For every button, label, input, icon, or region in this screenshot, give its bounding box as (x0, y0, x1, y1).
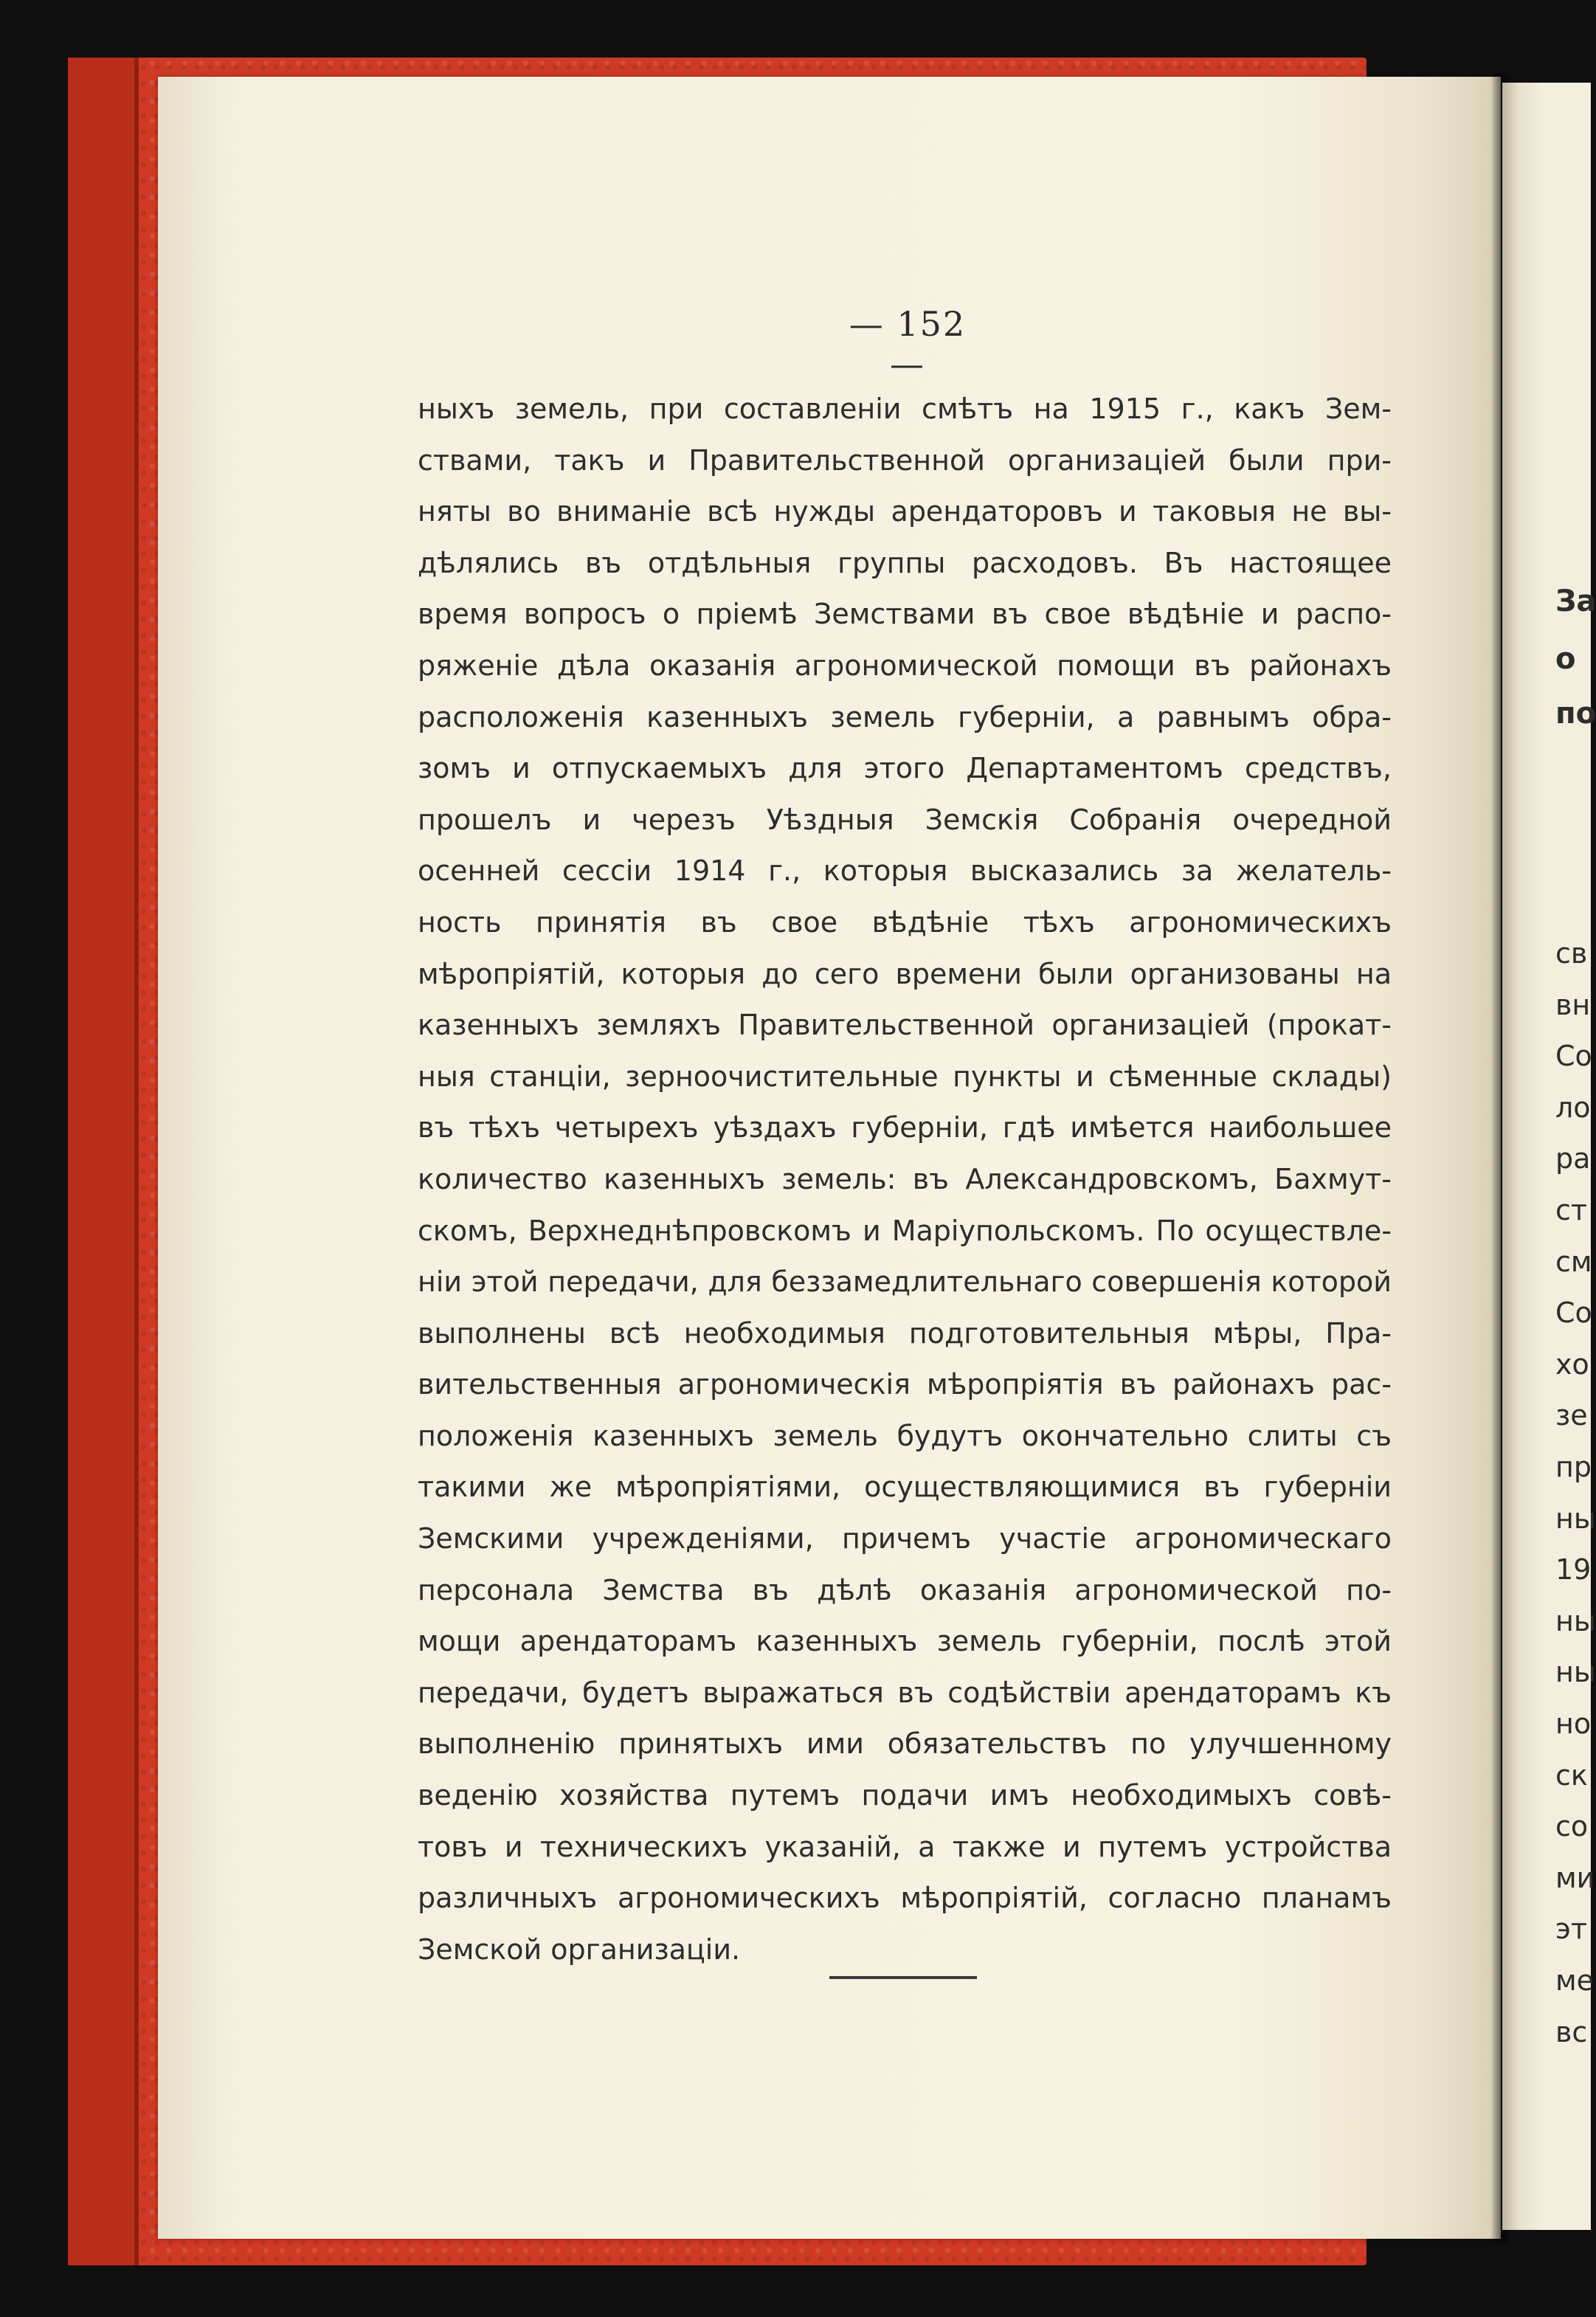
section-divider (829, 1976, 977, 1979)
text-line: осенней сессіи 1914 г., которыя высказались за желатель- (418, 854, 1392, 888)
text-line: веденію хозяйства путемъ подачи имъ необходимыхъ совѣ- (418, 1779, 1392, 1812)
text-line: скомъ, Верхнеднѣпровскомъ и Маріупольскомъ. По осуществле- (418, 1214, 1392, 1247)
next-page-line-fragment: ло (1555, 1091, 1591, 1124)
text-line: различныхъ агрономическихъ мѣропріятій, согласно планамъ (418, 1882, 1392, 1915)
next-page-line-fragment: но (1555, 1707, 1592, 1740)
text-line: въ тѣхъ четырехъ уѣздахъ губерніи, гдѣ имѣется наибольшее (418, 1111, 1392, 1144)
text-line: вительственныя агрономическія мѣропріятія въ районахъ рас- (418, 1368, 1392, 1401)
next-page-line-fragment: Со (1555, 1296, 1592, 1330)
text-line: выполнены всѣ необходимыя подготовительныя мѣры, Пра- (418, 1316, 1392, 1350)
text-line: товъ и техническихъ указаній, а также и путемъ устройства (418, 1830, 1392, 1863)
next-page-heading-fragment: За (1555, 584, 1596, 618)
next-page-line-fragment: ме (1555, 1964, 1595, 1997)
text-line: выполненію принятыхъ ими обязательствъ по улучшенному (418, 1727, 1392, 1761)
text-line: прошелъ и черезъ Уѣздныя Земскія Собранія очередной (418, 803, 1392, 836)
text-line: передачи, будетъ выражаться въ содѣйствіи арендаторамъ къ (418, 1676, 1392, 1709)
next-page-line-fragment: эт (1555, 1913, 1587, 1946)
next-page-heading-fragment: о (1555, 642, 1576, 676)
text-line: ныхъ земель, при составленіи смѣтъ на 1915 г., какъ Зем- (418, 393, 1392, 425)
next-page-line-fragment: ра (1555, 1142, 1591, 1175)
next-page-line-fragment: ск (1555, 1758, 1588, 1792)
text-line: мощи арендаторамъ казенныхъ земель губерніи, послѣ этой (418, 1625, 1392, 1658)
next-page-line-fragment: ми (1555, 1861, 1595, 1894)
next-page-line-fragment: ны (1555, 1604, 1596, 1637)
text-line: такими же мѣропріятіями, осуществляющимися въ губерніи (418, 1471, 1392, 1504)
text-line: ныя станціи, зерноочистительные пункты и сѣменные склады) (418, 1060, 1392, 1093)
next-page-line-fragment: ны (1555, 1656, 1596, 1689)
text-line: ствами, такъ и Правительственной организаціей были при- (418, 443, 1392, 477)
text-line: расположенія казенныхъ земель губерніи, а равнымъ обра- (418, 700, 1392, 733)
text-line: мѣропріятій, которыя до сего времени были организованы на (418, 957, 1392, 990)
next-page-line-fragment: ст (1555, 1194, 1588, 1226)
text-line: ность принятія въ свое вѣдѣніе тѣхъ агрономическихъ (418, 905, 1392, 939)
next-page-line-fragment: см (1555, 1245, 1592, 1278)
next-page-line-fragment: хо (1555, 1347, 1589, 1381)
next-page-line-fragment: 19 (1555, 1553, 1592, 1586)
text-line: ніи этой передачи, для беззамедлительнаго совершенія которой (418, 1265, 1392, 1299)
text-line: казенныхъ земляхъ Правительственной организаціей (прокат- (418, 1009, 1392, 1042)
next-page-line-fragment: со (1555, 1810, 1589, 1843)
text-line: Земской организаціи. (418, 1933, 741, 1966)
next-page-line-fragment: вс (1555, 2015, 1588, 2048)
next-page-line-fragment: зе (1555, 1399, 1588, 1432)
text-line: дѣлялись въ отдѣльныя группы расходовъ. Въ настоящее (418, 546, 1392, 579)
text-line: Земскими учрежденіями, причемъ участіе агрономическаго (418, 1522, 1392, 1555)
body-text (418, 384, 1392, 1975)
text-line: ряженіе дѣла оказанія агрономической помощи въ районахъ (418, 649, 1392, 682)
book-cover-edge (68, 58, 139, 2265)
text-line: няты во вниманіе всѣ нужды арендаторовъ и таковыя не вы- (418, 495, 1392, 528)
text-line: персонала Земства въ дѣлѣ оказанія агрономической по- (418, 1573, 1392, 1606)
text-line: время вопросъ о пріемѣ Земствами въ свое вѣдѣніе и распо- (418, 598, 1392, 631)
text-line: количество казенныхъ земель: въ Александровскомъ, Бахмут- (418, 1162, 1392, 1195)
next-page-line-fragment: ны (1555, 1502, 1596, 1535)
text-line: положенія казенныхъ земель будутъ окончательно слиты съ (418, 1419, 1392, 1452)
page-number: — 152 — (849, 304, 967, 384)
next-page-line-fragment: Со (1555, 1040, 1592, 1073)
next-page-line-fragment: пр (1555, 1451, 1592, 1483)
next-page-heading-fragment: по (1555, 697, 1596, 731)
next-page-line-fragment: вн (1555, 988, 1591, 1021)
text-line: зомъ и отпускаемыхъ для этого Департаментомъ средствъ, (418, 752, 1392, 785)
next-page-line-fragment: св (1555, 937, 1588, 970)
